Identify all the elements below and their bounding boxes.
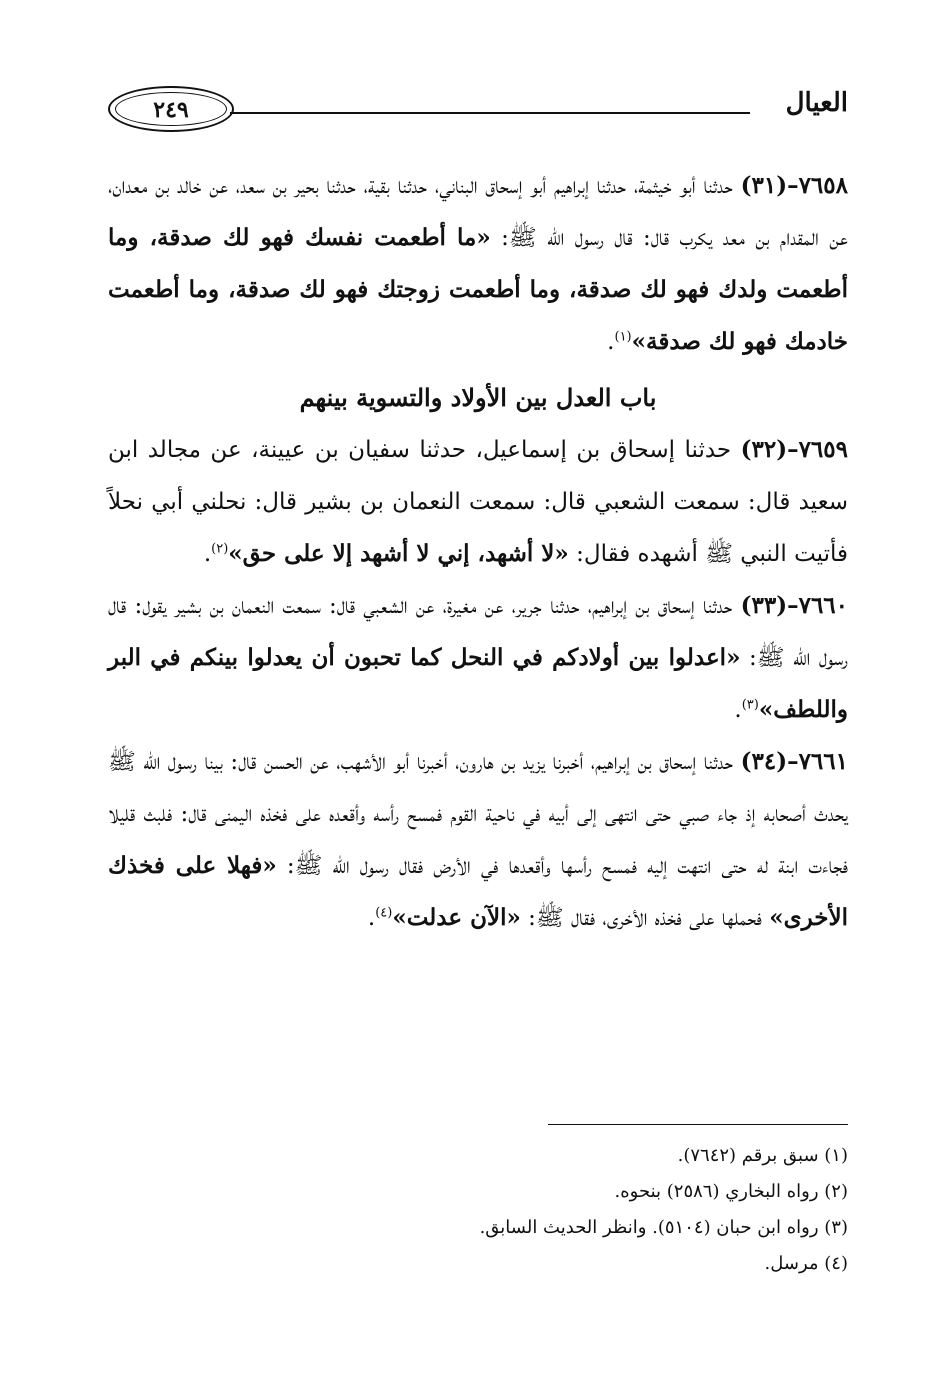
hadith-continuation: فحملها على فخذه الأخرى، فقال ﷺ: bbox=[520, 905, 770, 931]
hadith-quote: «اعدلوا بين أولادكم في النحل كما تحبون أن يعدلوا بينكم في البر واللطف» bbox=[108, 644, 848, 723]
footnote-3: (٣) رواه ابن حبان (٥١٠٤). وانظر الحديث السابق. bbox=[479, 1217, 848, 1238]
hadith-number: ٧٦٥٨–(٣١) bbox=[740, 172, 848, 199]
footnote-ref[interactable]: (١) bbox=[614, 329, 632, 345]
header-rule bbox=[230, 112, 750, 114]
hadith-quote: «لا أشهد، إني لا أشهد إلا على حق» bbox=[228, 540, 569, 567]
footnote-1: (١) سبق برقم (٧٦٤٢). bbox=[677, 1145, 848, 1166]
hadith-chain: حدثنا إسحاق بن إبراهيم، أخبرنا يزيد بن هارون، أخبرنا أبو الأشهب، عن الحسن قال: بينا رسول الله ﷺ يحدث أصحابه إذ جاء صبي حتى انتهى إلى أبيه في ناحية القوم فمسح رأسه وأقعده على فخذه اليمنى قال: فلبث قليلا فجاءت ابنة له حتى انتهت إليه فمسح رأسها وأقعدها في الأرض فقال رسول الله ﷺ: bbox=[108, 749, 848, 879]
hadith-chain: حدثنا إسحاق بن إسماعيل، حدثنا سفيان بن عيينة، عن مجالد ابن سعيد قال: سمعت الشعبي قال: سمعت النعمان بن بشير قال: نحلني أبي نحلاً فأتيت النبي ﷺ أشهده فقال: bbox=[108, 437, 848, 567]
hadith-quote: «فهلا على فخذك الأخرى» bbox=[108, 852, 848, 931]
hadith-number: ٧٦٦٠–(٣٣) bbox=[740, 592, 849, 619]
sentence-end: . bbox=[734, 697, 742, 723]
footnote-ref[interactable]: (٣) bbox=[741, 697, 759, 713]
hadith-7661 bbox=[108, 736, 848, 944]
sentence-end: . bbox=[607, 329, 615, 355]
hadith-chain: حدثنا إسحاق بن إبراهيم، حدثنا جرير، عن مغيرة، عن الشعبي قال: سمعت النعمان بن بشير يقول: قال رسول الله ﷺ: bbox=[108, 593, 849, 671]
hadith-quote-final: «الآن عدلت» bbox=[392, 904, 521, 931]
chapter-heading: باب العدل بين الأولاد والتسوية بينهم bbox=[299, 383, 657, 412]
running-header bbox=[108, 86, 848, 134]
hadith-7659 bbox=[108, 424, 848, 580]
page-number: ٢٤٩ bbox=[153, 97, 189, 123]
footnotes bbox=[108, 1138, 848, 1282]
footnote-ref[interactable]: (٤) bbox=[375, 905, 393, 921]
hadith-chain: حدثنا أبو خيثمة، حدثنا إبراهيم أبو إسحاق البناني، حدثنا بقية، حدثنا بحير بن سعد، عن خالد بن معدان، عن المقدام بن معد يكرب قال: قال رسول الله ﷺ: bbox=[108, 173, 848, 251]
main-text bbox=[108, 160, 848, 944]
hadith-number: ٧٦٥٩–(٣٢) bbox=[740, 436, 848, 463]
footnote-ref[interactable]: (٢) bbox=[211, 541, 229, 557]
sentence-end: . bbox=[203, 541, 212, 567]
sentence-end: . bbox=[367, 905, 376, 931]
hadith-7660 bbox=[108, 580, 848, 736]
hadith-7658 bbox=[108, 160, 848, 368]
footnote-4: (٤) مرسل. bbox=[764, 1253, 848, 1274]
footnote-2: (٢) رواه البخاري (٢٥٨٦) بنحوه. bbox=[614, 1181, 848, 1202]
hadith-number: ٧٦٦١–(٣٤) bbox=[740, 748, 848, 775]
hadith-quote: «ما أطعمت نفسك فهو لك صدقة، وما أطعمت ولدك فهو لك صدقة، وما أطعمت زوجتك فهو لك صدقة، وما أطعمت خادمك فهو لك صدقة» bbox=[108, 224, 848, 355]
chapter-running-title: العيال bbox=[785, 88, 848, 118]
page-number-frame bbox=[108, 86, 234, 132]
footnote-separator bbox=[548, 1124, 848, 1125]
